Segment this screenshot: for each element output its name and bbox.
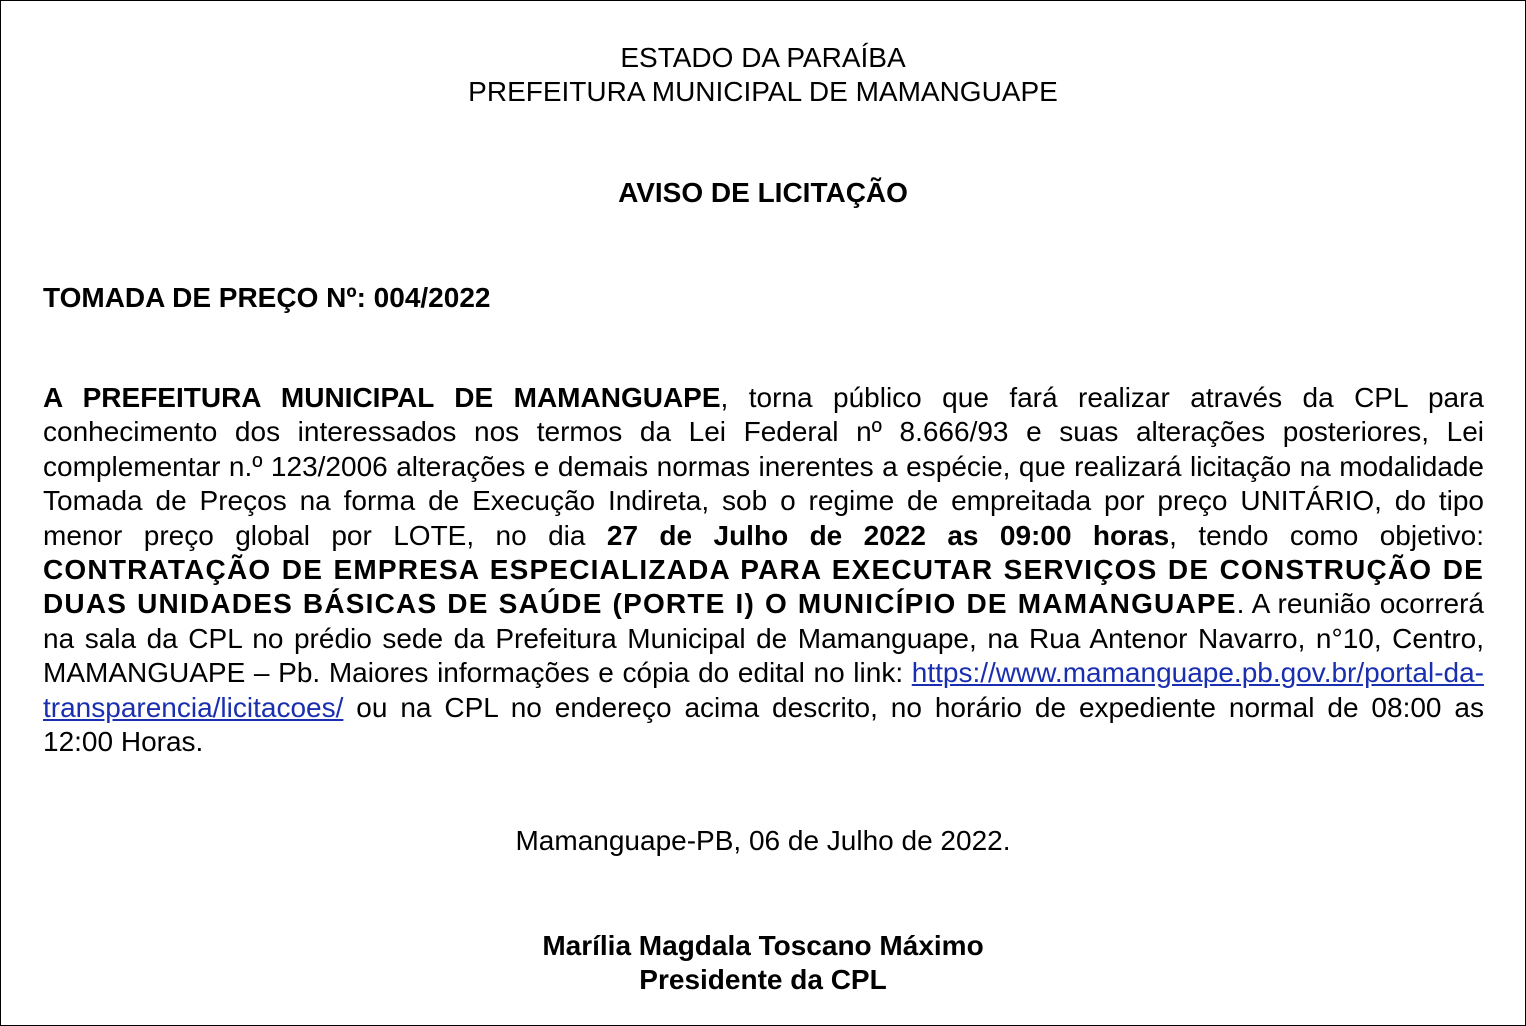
state-name: ESTADO DA PARAÍBA xyxy=(620,42,906,73)
place-date: Mamanguape-PB, 06 de Julho de 2022. xyxy=(515,825,1011,856)
body-text-3: . A reunião ocorrerá na sala da CPL no prédio sede da Prefeitura Municipal de Mamanguape, na Rua Antenor Navarro, n°10, Centro, MAMANGUAPE – Pb. Maiores informações e cópia do edital no link: xyxy=(43,588,1484,689)
municipality-name: PREFEITURA MUNICIPAL DE MAMANGUAPE xyxy=(468,76,1058,107)
body-date-time: 27 de Julho de 2022 as 09:00 horas xyxy=(606,519,1170,551)
body-entity: A PREFEITURA MUNICIPAL DE MAMANGUAPE xyxy=(43,382,721,413)
signature-block xyxy=(1,929,1525,997)
process-number: TOMADA DE PREÇO Nº: 004/2022 xyxy=(43,282,491,313)
body-text-1: , torna público que fará realizar através da CPL para conhecimento dos interessados nos termos da Lei Federal nº 8.666/93 e suas alterações posteriores, Lei complementar n.º 123/2006 alterações e demais normas inerentes a espécie, que realizará licitação na modalidade Tomada de Preços na forma de Execução Indireta, sob o regime de empreitada por preço UNITÁRIO, do tipo menor preço global por LOTE, no dia xyxy=(43,382,1484,551)
signatory-role: Presidente da CPL xyxy=(639,964,887,995)
edital-link[interactable]: https://www.mamanguape.pb.gov.br/portal-da-transparencia/licitacoes/ xyxy=(43,657,1484,723)
body-objective: CONTRATAÇÃO DE EMPRESA ESPECIALIZADA PARA EXECUTAR SERVIÇOS DE CONSTRUÇÃO DE DUAS UNIDADES BÁSICAS DE SAÚDE (PORTE I) O MUNICÍPIO DE MAMANGUAPE xyxy=(43,554,1484,620)
body-text-4: ou na CPL no endereço acima descrito, no horário de expediente normal de 08:00 as 12:00 Horas. xyxy=(43,691,1484,758)
body-text-2: , tendo como objetivo: xyxy=(1169,519,1484,551)
document-header xyxy=(1,41,1525,109)
signatory-name: Marília Magdala Toscano Máximo xyxy=(542,930,984,961)
notice-body xyxy=(43,381,1484,759)
notice-title: AVISO DE LICITAÇÃO xyxy=(618,177,908,208)
